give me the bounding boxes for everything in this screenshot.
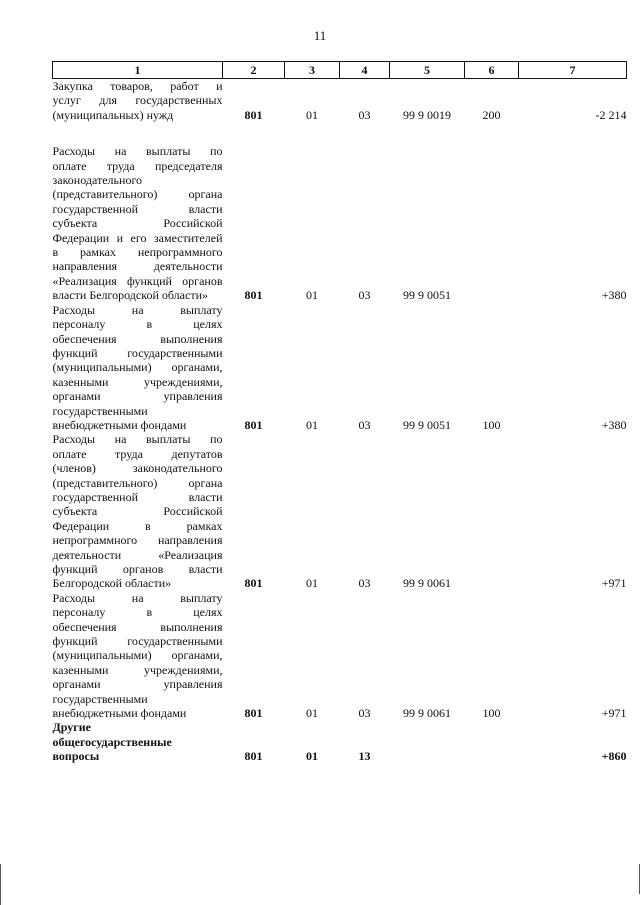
table-header-row	[53, 62, 627, 79]
description-line: государственными	[52, 403, 148, 418]
row-description	[53, 720, 223, 763]
section-cell: 01	[306, 288, 318, 303]
ministry-code-cell: 801	[244, 288, 263, 303]
amount-cell: +380	[601, 417, 627, 432]
ministry-code-cell: 801	[244, 706, 263, 721]
table-row	[53, 144, 627, 302]
description-line: Закупка товаров, работ и	[52, 79, 223, 93]
description-line: оплате труда председателя	[52, 158, 223, 173]
description-line: персоналу в целях	[52, 605, 223, 620]
row-description	[53, 303, 223, 433]
section-cell: 01	[306, 107, 318, 122]
column-header-1: 1	[53, 62, 223, 79]
expense-type-cell	[465, 720, 519, 763]
column-header-7: 7	[519, 62, 627, 79]
ministry-code-cell: 801	[244, 576, 263, 591]
description-line: Расходы на выплату	[52, 590, 223, 605]
description-line: вопросы	[52, 749, 100, 764]
row-spacer	[53, 122, 627, 144]
description-line: функций государственными	[52, 345, 223, 360]
description-line: государственной власти	[52, 201, 223, 216]
expense-type-cell	[465, 432, 519, 590]
scan-edge-left	[0, 864, 1, 905]
row-description	[53, 144, 223, 302]
ministry-code-cell: 801	[244, 107, 263, 122]
description-line: субъекта Российской	[52, 216, 223, 231]
column-header-5: 5	[390, 62, 465, 79]
table-row	[53, 303, 627, 433]
target-article-cell: 99 9 0061	[403, 706, 451, 721]
description-line: (представительного) органа	[52, 187, 223, 202]
description-line: функций государственными	[52, 634, 223, 649]
page-number: 11	[313, 28, 327, 43]
target-article-cell: 99 9 0019	[403, 107, 451, 122]
section-cell: 01	[306, 749, 318, 764]
row-description	[53, 79, 223, 123]
column-header-2: 2	[223, 62, 285, 79]
description-line: Расходы на выплаты по	[52, 432, 223, 447]
amount-cell: +860	[601, 749, 627, 764]
column-header-3: 3	[285, 62, 340, 79]
description-line: Другие	[52, 720, 91, 735]
column-header-6: 6	[465, 62, 519, 79]
section-cell: 01	[306, 706, 318, 721]
description-line: законодательного	[52, 173, 143, 188]
subsection-cell: 03	[358, 288, 371, 303]
row-spacer-cell	[53, 122, 627, 144]
target-article-cell: 99 9 0051	[403, 288, 451, 303]
description-line: обеспечения выполнения	[52, 331, 223, 346]
table-row	[53, 591, 627, 721]
description-line: Федерации и его заместителей	[52, 230, 223, 245]
description-line: Белгородской области»	[52, 576, 172, 591]
description-line: услуг для государственных	[52, 93, 223, 108]
subsection-cell: 03	[358, 107, 371, 122]
ministry-code-cell: 801	[244, 749, 263, 764]
expense-type-cell: 200	[482, 107, 501, 122]
description-line: внебюджетными фондами	[52, 706, 187, 721]
description-line: (муниципальными) органами,	[52, 648, 223, 663]
description-line: непрограммного направления	[52, 533, 223, 548]
description-line: деятельности «Реализация	[52, 547, 223, 562]
subsection-cell: 03	[358, 576, 371, 591]
description-line: казенными учреждениями,	[52, 662, 223, 677]
description-line: государственными	[52, 691, 148, 706]
description-line: Расходы на выплаты по	[52, 144, 223, 159]
description-line: (муниципальными) органами,	[52, 360, 223, 375]
row-description	[53, 591, 223, 721]
ministry-code-cell: 801	[244, 417, 263, 432]
amount-cell: +380	[601, 288, 627, 303]
section-cell: 01	[306, 576, 318, 591]
description-line: (муниципальных) нужд	[52, 107, 174, 122]
description-line: Федерации в рамках	[52, 518, 223, 533]
table-row	[53, 79, 627, 123]
table-row	[53, 432, 627, 590]
target-article-cell	[390, 720, 465, 763]
expense-type-cell: 100	[482, 417, 501, 432]
description-line: общегосударственные	[52, 734, 172, 749]
column-header-4: 4	[340, 62, 390, 79]
description-line: (членов) законодательного	[52, 461, 223, 476]
subsection-cell: 03	[358, 417, 371, 432]
description-line: направления деятельности	[52, 259, 223, 274]
description-line: оплате труда депутатов	[52, 446, 223, 461]
description-line: органами управления	[52, 677, 223, 692]
description-line: функций органов власти	[52, 562, 223, 576]
description-line: в рамках непрограммного	[52, 245, 223, 260]
description-line: обеспечения выполнения	[52, 619, 223, 634]
description-line: казенными учреждениями,	[52, 374, 223, 389]
amount-cell: +971	[601, 706, 627, 721]
amount-cell: +971	[601, 576, 627, 591]
expense-type-cell	[465, 144, 519, 302]
description-line: власти Белгородской области»	[52, 288, 208, 303]
description-line: государственной власти	[52, 489, 223, 504]
section-cell: 01	[306, 417, 318, 432]
row-description	[53, 432, 223, 590]
subsection-cell: 03	[358, 706, 371, 721]
description-line: внебюджетными фондами	[52, 417, 187, 432]
description-line: органами управления	[52, 389, 223, 404]
target-article-cell: 99 9 0051	[403, 417, 451, 432]
expense-type-cell: 100	[482, 706, 501, 721]
description-line: персоналу в целях	[52, 317, 223, 332]
subsection-cell: 13	[358, 749, 371, 764]
description-line: субъекта Российской	[52, 504, 223, 519]
table-row	[53, 720, 627, 763]
description-line: Расходы на выплату	[52, 302, 223, 317]
description-line: (представительного) органа	[52, 475, 223, 490]
description-line: «Реализация функций органов	[52, 273, 223, 288]
amount-cell: -2 214	[595, 107, 627, 122]
budget-table	[52, 61, 627, 764]
target-article-cell: 99 9 0061	[403, 576, 451, 591]
